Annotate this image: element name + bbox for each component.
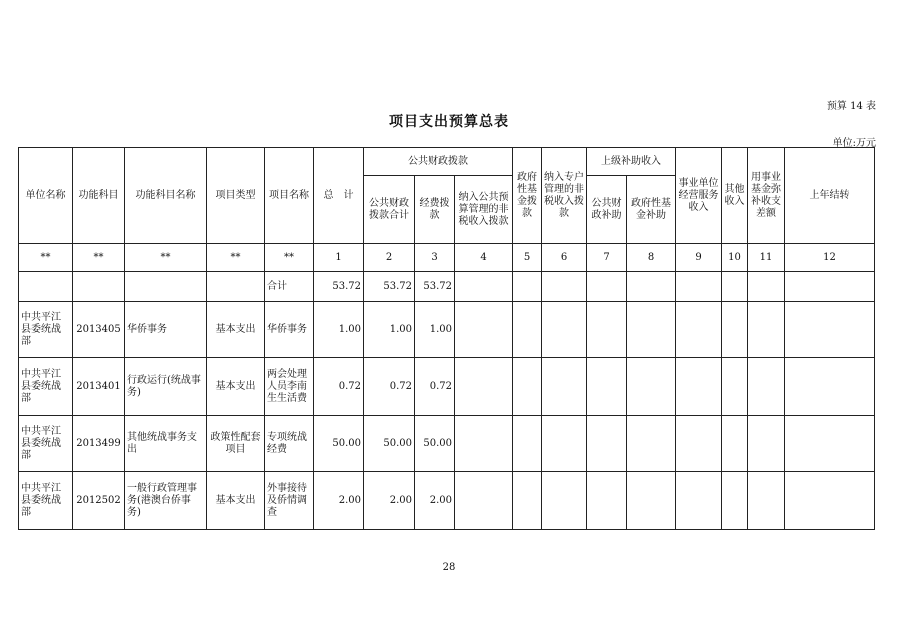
- row-func-name: 一般行政管理事务(港澳台侨事务): [125, 472, 207, 530]
- index-cell: 11: [748, 244, 785, 272]
- index-cell: 1: [314, 244, 364, 272]
- sum-public-total: 53.72: [364, 272, 415, 302]
- col-unit-name: 单位名称: [19, 148, 73, 244]
- row-unit: 中共平江县委统战部: [19, 358, 73, 416]
- row-code: 2012502: [73, 472, 125, 530]
- row-unit: 中共平江县委统战部: [19, 416, 73, 472]
- row-public-total: 0.72: [364, 358, 415, 416]
- row-public-total: 1.00: [364, 302, 415, 358]
- row-project: 华侨事务: [265, 302, 314, 358]
- col-fund-balance: 用事业基金弥补收支差额: [748, 148, 785, 244]
- index-cell: **: [73, 244, 125, 272]
- row-expense: 2.00: [415, 472, 455, 530]
- row-func-name: 其他统战事务支出: [125, 416, 207, 472]
- header-row-1: [19, 148, 875, 176]
- col-carryover: 上年结转: [785, 148, 875, 244]
- row-project: 外事接待及侨情调查: [265, 472, 314, 530]
- row-func-name: 行政运行(统战事务): [125, 358, 207, 416]
- col-public-total: 公共财政拨款合计: [364, 176, 415, 244]
- row-public-total: 2.00: [364, 472, 415, 530]
- page-number: 28: [442, 562, 456, 573]
- col-special-nontax: 纳入专户管理的非税收入拨款: [542, 148, 587, 244]
- col-sup-fund: 政府性基金补助: [627, 176, 676, 244]
- table-row: [19, 416, 875, 472]
- row-code: 2013499: [73, 416, 125, 472]
- row-total: 1.00: [314, 302, 364, 358]
- budget-table: [18, 147, 875, 530]
- row-type: 政策性配套项目: [207, 416, 265, 472]
- index-cell: 6: [542, 244, 587, 272]
- index-cell: **: [19, 244, 73, 272]
- row-func-name: 华侨事务: [125, 302, 207, 358]
- col-other: 其他收入: [722, 148, 748, 244]
- table-number: 预算 14 表: [826, 101, 876, 112]
- row-total: 2.00: [314, 472, 364, 530]
- table-row: [19, 302, 875, 358]
- index-cell: 10: [722, 244, 748, 272]
- col-proj-type: 项目类型: [207, 148, 265, 244]
- index-cell: 7: [587, 244, 627, 272]
- row-expense: 1.00: [415, 302, 455, 358]
- index-cell: 8: [627, 244, 676, 272]
- col-expense: 经费拨款: [415, 176, 455, 244]
- col-sup-public: 公共财政补助: [587, 176, 627, 244]
- table-row: [19, 358, 875, 416]
- col-func-name: 功能科目名称: [125, 148, 207, 244]
- index-cell: 12: [785, 244, 875, 272]
- col-proj-name: 项目名称: [265, 148, 314, 244]
- sum-total: 53.72: [314, 272, 364, 302]
- sum-row: [19, 272, 875, 302]
- row-expense: 50.00: [415, 416, 455, 472]
- index-row: [19, 244, 875, 272]
- col-operating: 事业单位经营服务收入: [676, 148, 722, 244]
- table-row: [19, 472, 875, 530]
- page-title: 项目支出预算总表: [389, 114, 509, 130]
- col-gov-fund: 政府性基金拨款: [513, 148, 542, 244]
- sum-label: 合计: [265, 272, 314, 302]
- row-unit: 中共平江县委统战部: [19, 302, 73, 358]
- index-cell: 4: [455, 244, 513, 272]
- index-cell: **: [207, 244, 265, 272]
- index-cell: 9: [676, 244, 722, 272]
- index-cell: 2: [364, 244, 415, 272]
- unit-label: 单位:万元: [832, 138, 876, 149]
- col-group-superior: 上级补助收入: [587, 148, 676, 176]
- row-type: 基本支出: [207, 472, 265, 530]
- row-project: 两会处理人员李南生生活费: [265, 358, 314, 416]
- row-project: 专项统战经费: [265, 416, 314, 472]
- row-type: 基本支出: [207, 358, 265, 416]
- col-func-code: 功能科目: [73, 148, 125, 244]
- col-total: 总 计: [314, 148, 364, 244]
- row-expense: 0.72: [415, 358, 455, 416]
- col-group-public: 公共财政拨款: [364, 148, 513, 176]
- row-unit: 中共平江县委统战部: [19, 472, 73, 530]
- index-cell: **: [265, 244, 314, 272]
- row-public-total: 50.00: [364, 416, 415, 472]
- sum-expense: 53.72: [415, 272, 455, 302]
- row-code: 2013405: [73, 302, 125, 358]
- row-code: 2013401: [73, 358, 125, 416]
- index-cell: 3: [415, 244, 455, 272]
- row-type: 基本支出: [207, 302, 265, 358]
- index-cell: 5: [513, 244, 542, 272]
- row-total: 0.72: [314, 358, 364, 416]
- row-total: 50.00: [314, 416, 364, 472]
- col-public-nontax: 纳入公共预算管理的非税收入拨款: [455, 176, 513, 244]
- index-cell: **: [125, 244, 207, 272]
